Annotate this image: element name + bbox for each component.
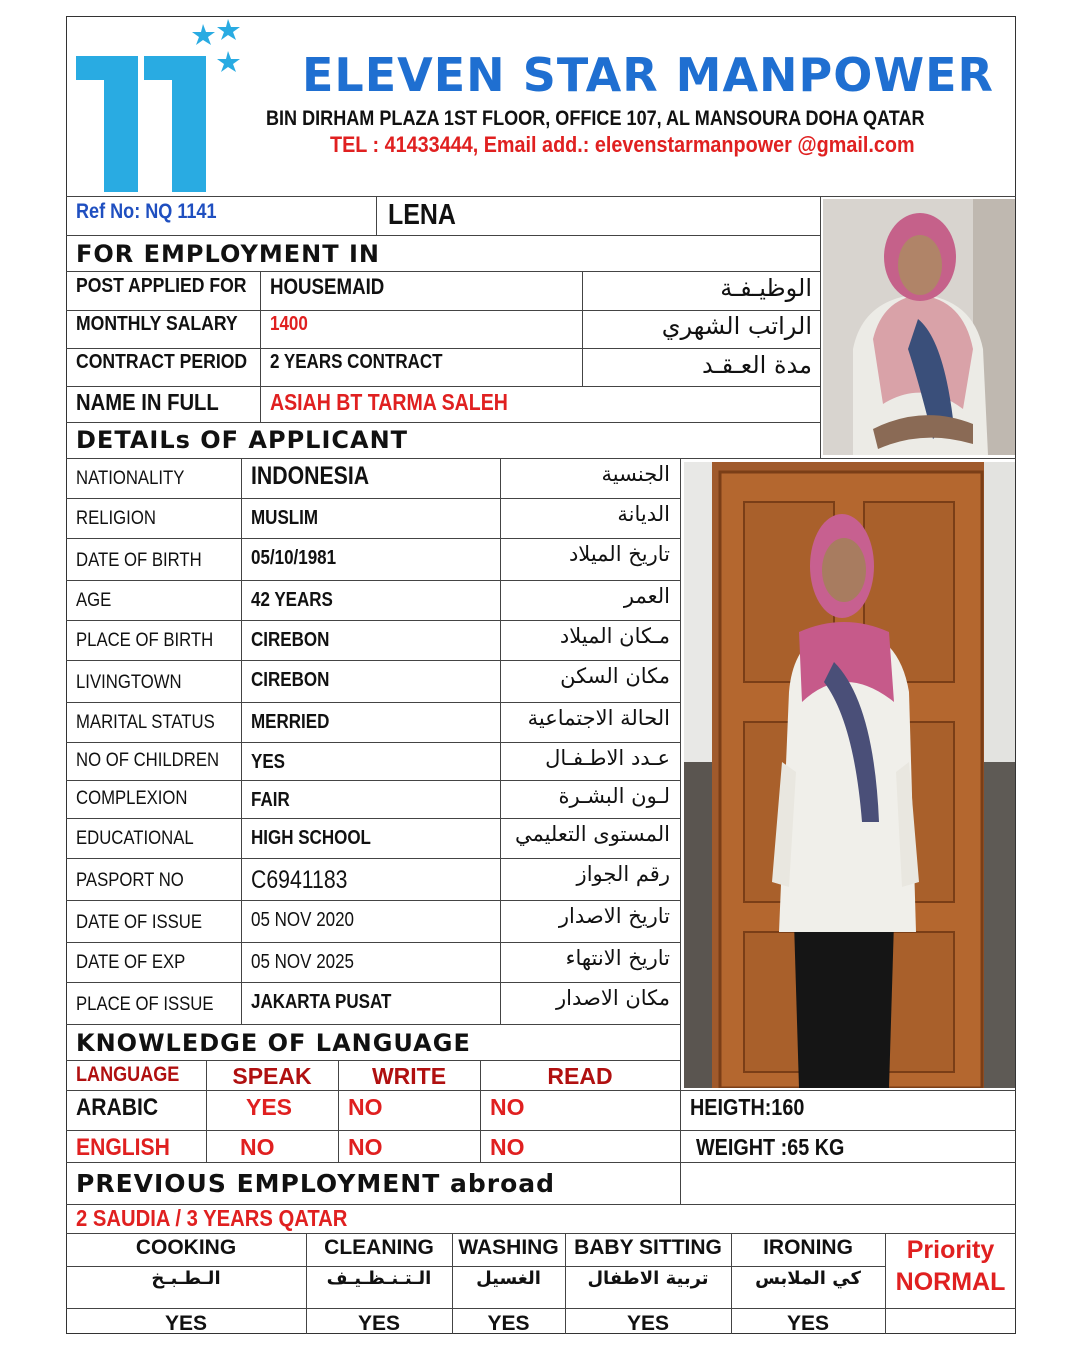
- divider: [66, 580, 680, 581]
- divider: [66, 386, 820, 387]
- company-contact: TEL : 41433444, Email add.: elevenstarmanpower @gmail.com: [330, 132, 915, 157]
- language-speak: YES: [246, 1094, 293, 1120]
- field-label: PASPORT NO: [76, 870, 184, 891]
- field-arabic: الحالة الاجتماعية: [527, 706, 670, 730]
- field-arabic: لـون البشـرة: [558, 784, 670, 808]
- field-arabic: تاريخ الانتهاء: [565, 946, 670, 970]
- field-value: CIREBON: [251, 669, 330, 691]
- section-title-previous: PREVIOUS EMPLOYMENT abroad: [76, 1169, 556, 1198]
- field-label: MARITAL STATUS: [76, 712, 215, 733]
- skill-arabic: الـطـبـخ: [151, 1268, 221, 1289]
- divider: [66, 1090, 1016, 1091]
- field-arabic: العمر: [623, 584, 670, 608]
- divider: [241, 458, 242, 1024]
- language-write: NO: [348, 1134, 383, 1160]
- divider: [66, 1130, 1016, 1131]
- divider: [500, 458, 501, 1024]
- language-read: NO: [490, 1134, 525, 1160]
- weight-value: WEIGHT :65 KG: [696, 1134, 845, 1160]
- divider: [376, 196, 377, 235]
- skill-name: IRONING: [763, 1236, 853, 1259]
- field-value: 1400: [270, 313, 308, 335]
- field-arabic: مكان الاصدار: [556, 986, 670, 1010]
- field-value: FAIR: [251, 789, 290, 811]
- field-value: YES: [251, 751, 286, 773]
- field-value: HIGH SCHOOL: [251, 827, 371, 849]
- field-label: COMPLEXION: [76, 788, 188, 809]
- field-label: DATE OF ISSUE: [76, 912, 203, 933]
- language-header-speak: SPEAK: [232, 1063, 312, 1089]
- skill-name: WASHING: [458, 1236, 559, 1259]
- language-read: NO: [490, 1094, 525, 1120]
- height-value: HEIGTH:160: [690, 1094, 805, 1120]
- divider: [66, 982, 680, 983]
- divider: [260, 271, 261, 422]
- skill-name: CLEANING: [324, 1236, 434, 1259]
- company-name: ELEVEN STAR MANPOWER: [302, 48, 994, 102]
- full-name-value: ASIAH BT TARMA SALEH: [270, 389, 508, 415]
- skill-value: YES: [786, 1312, 830, 1335]
- divider: [66, 1266, 886, 1267]
- skill-arabic: الغسيل: [476, 1268, 541, 1289]
- divider: [66, 620, 680, 621]
- applicant-full-body-photo: [684, 462, 1015, 1088]
- field-value: 42 YEARS: [251, 589, 333, 611]
- field-arabic: الوظيـفـة: [720, 274, 812, 302]
- field-label: AGE: [76, 590, 112, 611]
- divider: [66, 660, 680, 661]
- skill-value: YES: [626, 1312, 670, 1335]
- priority-value: NORMAL: [895, 1268, 1006, 1296]
- field-value: 05/10/1981: [251, 547, 337, 569]
- field-value: 05 NOV 2020: [251, 909, 355, 931]
- skill-value: YES: [487, 1312, 530, 1335]
- field-label: LIVINGTOWN: [76, 672, 182, 693]
- divider: [66, 818, 680, 819]
- field-label: MONTHLY SALARY: [76, 313, 238, 335]
- divider: [66, 1233, 1016, 1234]
- previous-employment-value: 2 SAUDIA / 3 YEARS QATAR: [76, 1205, 348, 1231]
- divider: [66, 742, 680, 743]
- divider: [66, 310, 820, 311]
- skill-arabic: تربية الاطفال: [587, 1268, 709, 1289]
- divider: [66, 235, 820, 236]
- divider: [66, 858, 680, 859]
- section-title-details: DETAILs OF APPLICANT: [76, 426, 409, 454]
- field-label: POST APPLIED FOR: [76, 275, 247, 297]
- skill-name: COOKING: [135, 1236, 237, 1259]
- field-arabic: مكان السكن: [560, 664, 670, 688]
- divider: [66, 458, 1016, 459]
- field-arabic: تاريخ الميلاد: [568, 542, 670, 566]
- skill-name: BABY SITTING: [574, 1236, 722, 1259]
- field-label: PLACE OF BIRTH: [76, 630, 214, 651]
- field-label: EDUCATIONAL: [76, 828, 194, 849]
- field-arabic: مـكان الميلاد: [559, 624, 670, 648]
- divider: [680, 458, 681, 1205]
- field-arabic: الراتب الشهري: [661, 312, 812, 340]
- divider: [66, 538, 680, 539]
- field-arabic: المستوى التعليمي: [514, 822, 670, 846]
- field-value: MERRIED: [251, 711, 330, 733]
- applicant-nickname: LENA: [388, 199, 456, 231]
- language-header-write: WRITE: [371, 1063, 447, 1089]
- divider: [66, 422, 820, 423]
- field-value: INDONESIA: [251, 462, 370, 490]
- company-address: BIN DIRHAM PLAZA 1ST FLOOR, OFFICE 107, AL MANSOURA DOHA QATAR: [266, 107, 925, 130]
- applicant-portrait-photo: [823, 199, 1015, 455]
- divider: [66, 271, 820, 272]
- skill-value: YES: [357, 1312, 401, 1335]
- divider: [66, 498, 680, 499]
- section-title-employment: FOR EMPLOYMENT IN: [76, 240, 380, 268]
- full-name-label: NAME IN FULL: [76, 389, 219, 415]
- divider: [66, 702, 680, 703]
- ref-number: Ref No: NQ 1141: [76, 200, 217, 223]
- field-arabic: تاريخ الاصدار: [558, 904, 670, 928]
- language-speak: NO: [240, 1134, 275, 1160]
- divider: [582, 271, 583, 386]
- field-label: RELIGION: [76, 508, 156, 529]
- field-value: 05 NOV 2025: [251, 951, 355, 973]
- skill-arabic: كي الملابس: [755, 1268, 861, 1289]
- field-label: PLACE OF ISSUE: [76, 994, 214, 1015]
- field-label: CONTRACT PERIOD: [76, 351, 248, 373]
- divider: [66, 900, 680, 901]
- divider: [66, 942, 680, 943]
- field-arabic: عـدد الاطـفـال: [545, 746, 670, 770]
- field-value: CIREBON: [251, 629, 330, 651]
- skill-value: YES: [164, 1312, 208, 1335]
- field-value: 2 YEARS CONTRACT: [270, 351, 443, 373]
- field-label: DATE OF EXP: [76, 952, 186, 973]
- divider: [66, 780, 680, 781]
- field-value: C6941183: [251, 866, 348, 894]
- skill-arabic: الـتـنـظـيـف: [326, 1268, 432, 1289]
- field-value: HOUSEMAID: [270, 274, 385, 299]
- divider: [66, 196, 1016, 197]
- field-value: MUSLIM: [251, 507, 319, 529]
- divider: [66, 1308, 1016, 1309]
- field-label: NO OF CHILDREN: [76, 750, 220, 771]
- language-name: ENGLISH: [76, 1134, 170, 1161]
- section-title-language: KNOWLEDGE OF LANGUAGE: [76, 1029, 471, 1057]
- divider: [66, 1024, 680, 1025]
- divider: [66, 348, 820, 349]
- divider: [66, 1162, 1016, 1163]
- field-arabic: الديانة: [617, 502, 670, 526]
- field-label: NATIONALITY: [76, 468, 185, 489]
- field-arabic: مدة العـقـد: [701, 351, 812, 379]
- language-header-language: LANGUAGE: [76, 1063, 180, 1086]
- divider: [820, 196, 821, 458]
- field-arabic: رقم الجواز: [576, 862, 670, 886]
- field-arabic: الجنسية: [601, 462, 670, 486]
- language-write: NO: [348, 1094, 383, 1120]
- field-label: DATE OF BIRTH: [76, 550, 202, 571]
- language-header-read: READ: [547, 1063, 613, 1089]
- field-value: JAKARTA PUSAT: [251, 991, 392, 1013]
- priority-label: Priority: [906, 1236, 995, 1264]
- divider: [66, 1060, 680, 1061]
- language-name: ARABIC: [76, 1094, 159, 1121]
